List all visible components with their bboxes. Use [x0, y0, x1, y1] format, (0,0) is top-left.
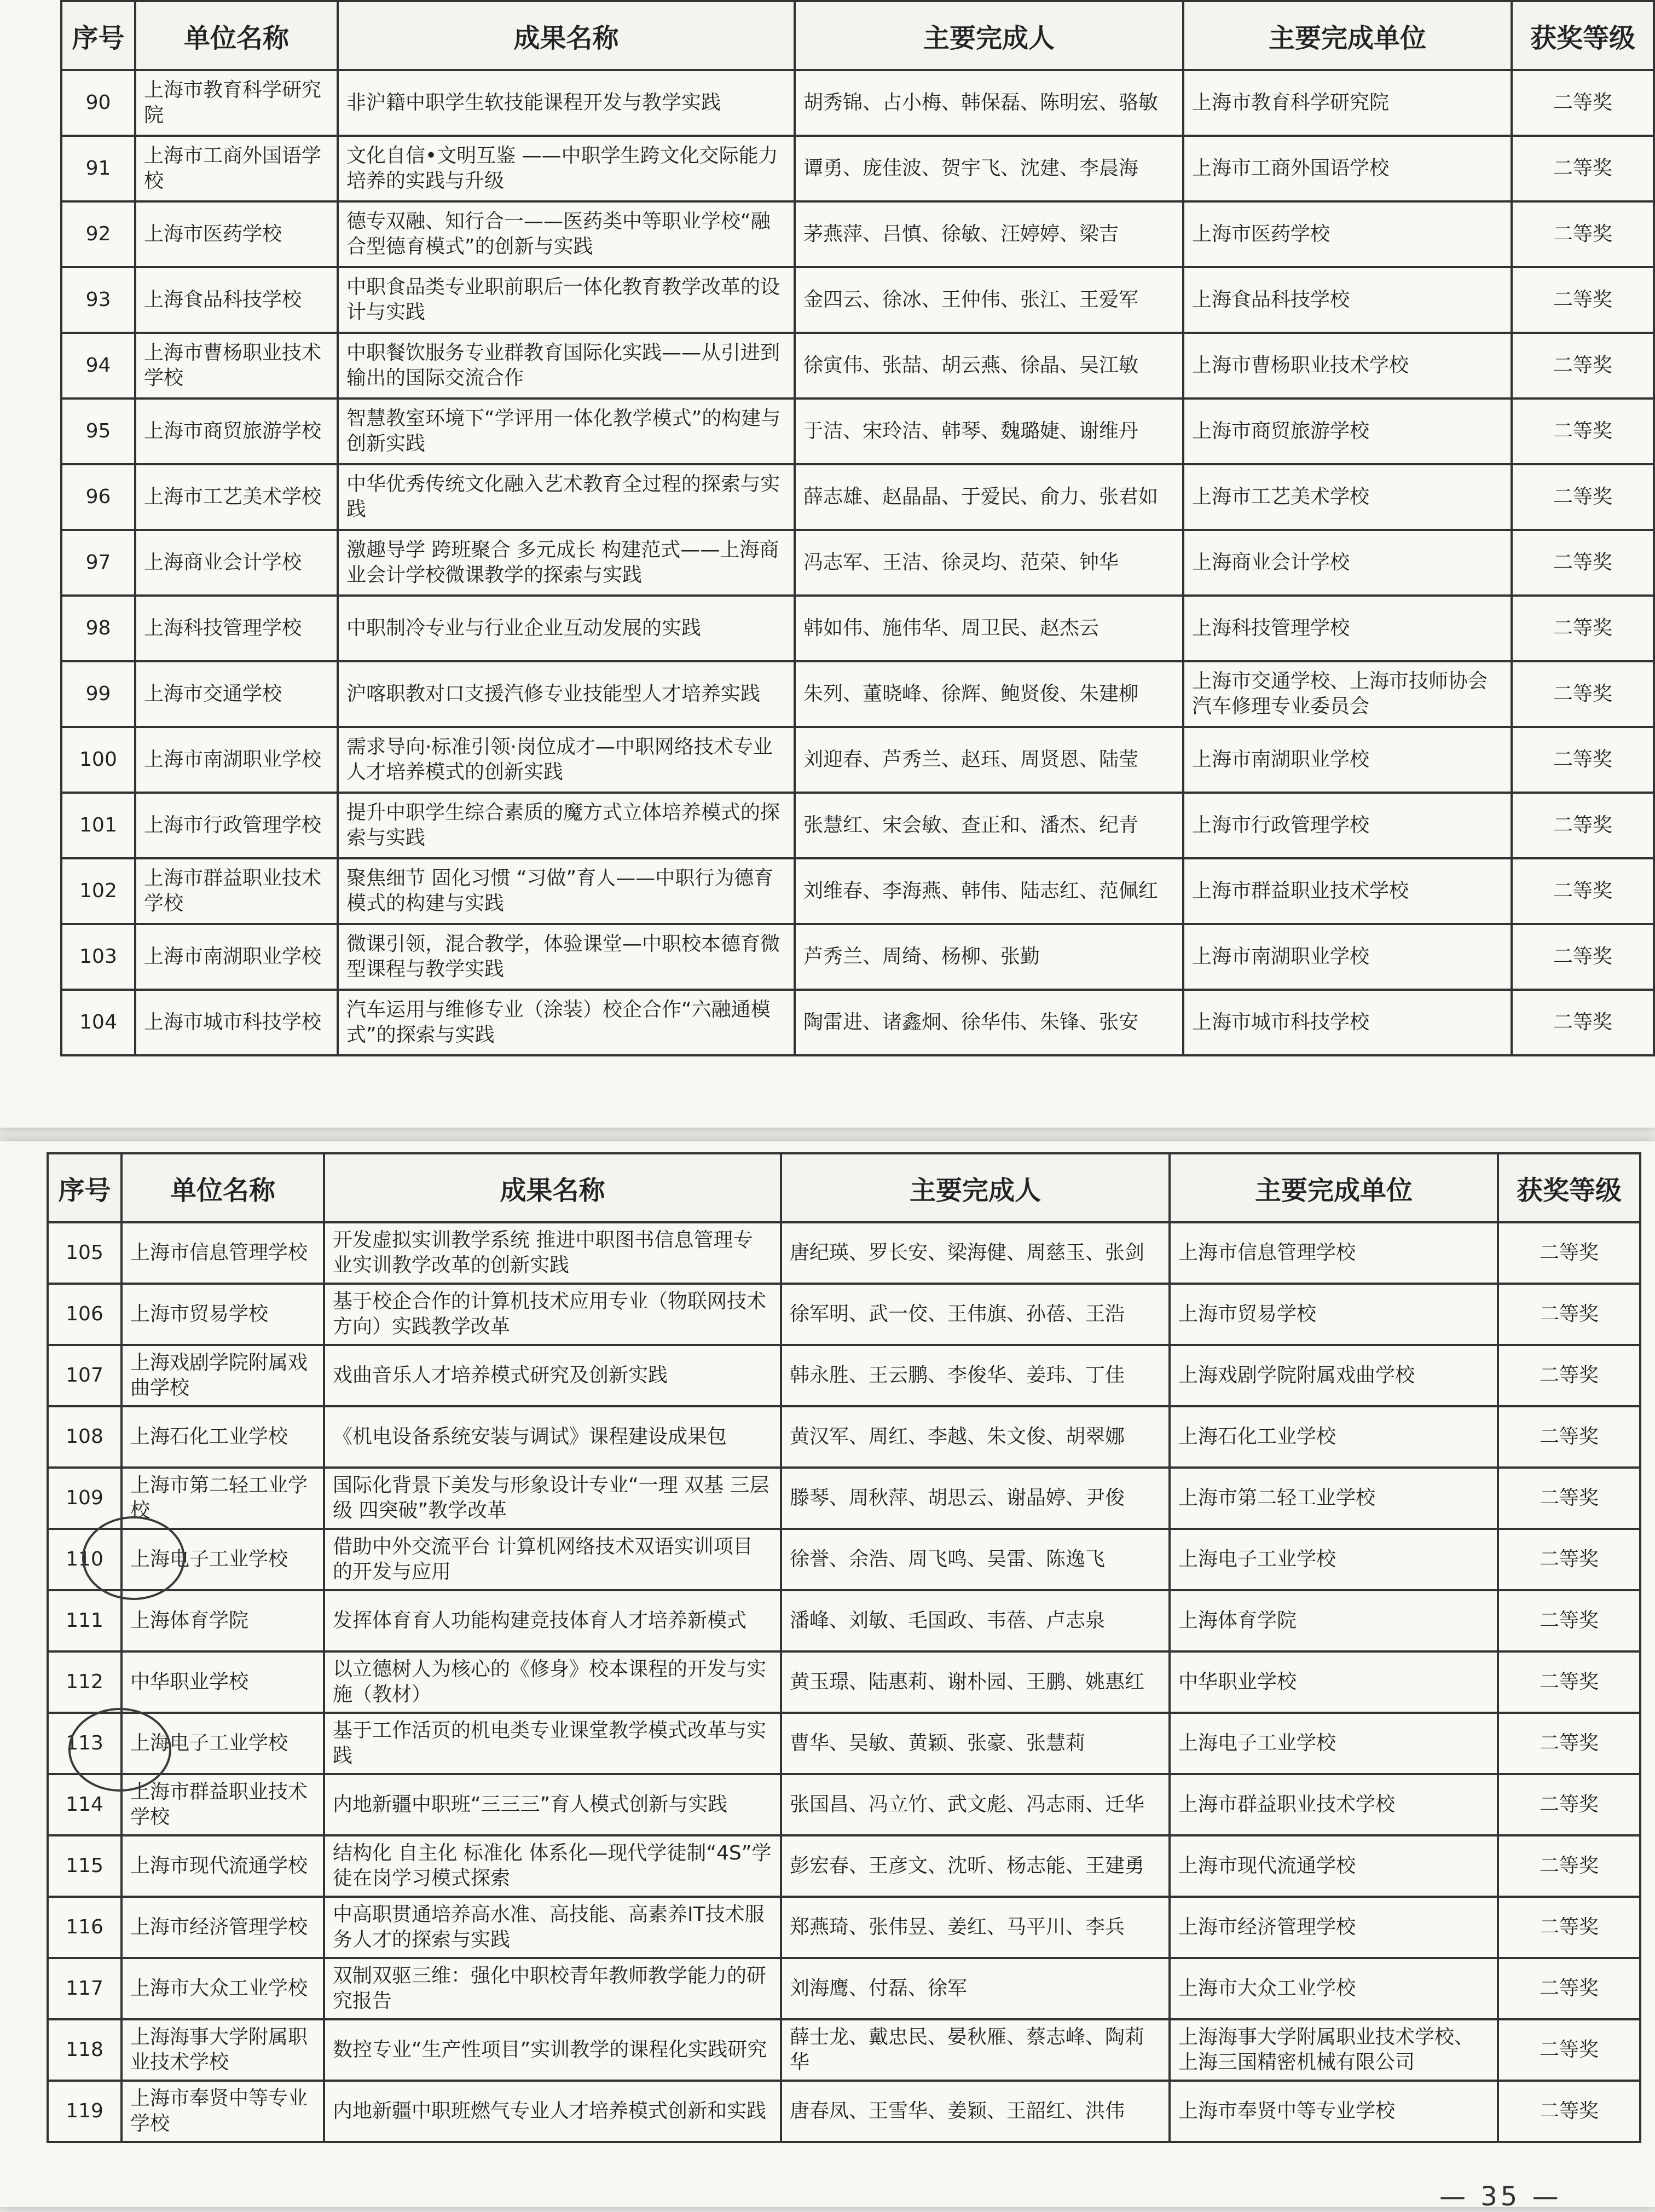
- cell-people: 张国昌、冯立竹、武文彪、冯志雨、迁华: [781, 1774, 1170, 1835]
- cell-unit: 上海市南湖职业学校: [135, 727, 338, 793]
- table-row: [48, 1284, 1640, 1345]
- header-people: 主要完成人: [795, 1, 1183, 70]
- cell-title: 中职制冷专业与行业企业互动发展的实践: [338, 596, 795, 661]
- cell-people: 于洁、宋玲洁、韩琴、魏璐婕、谢维丹: [795, 398, 1183, 464]
- cell-org: 上海市工艺美术学校: [1183, 464, 1512, 530]
- cell-no: 105: [48, 1222, 121, 1284]
- cell-unit: 上海市现代流通学校: [121, 1835, 324, 1897]
- cell-title: 发挥体育育人功能构建竞技体育人才培养新模式: [324, 1590, 781, 1651]
- table-row: [61, 398, 1654, 464]
- cell-grade: 二等奖: [1512, 398, 1654, 464]
- table-row: [61, 596, 1654, 661]
- cell-title: 需求导向·标准引领·岗位成才—中职网络技术专业人才培养模式的创新实践: [338, 727, 795, 793]
- cell-people: 金四云、徐冰、王仲伟、张江、王爱军: [795, 267, 1183, 333]
- cell-title: 中职食品类专业职前职后一体化教育教学改革的设计与实践: [338, 267, 795, 333]
- cell-grade: 二等奖: [1512, 530, 1654, 596]
- cell-grade: 二等奖: [1512, 70, 1654, 136]
- cell-no: 100: [61, 727, 135, 793]
- table-row: [48, 1222, 1640, 1284]
- cell-people: 韩永胜、王云鹏、李俊华、姜玮、丁佳: [781, 1345, 1170, 1406]
- cell-grade: 二等奖: [1512, 333, 1654, 398]
- cell-unit: 上海商业会计学校: [135, 530, 338, 596]
- cell-unit: 上海海事大学附属职业技术学校: [121, 2019, 324, 2081]
- cell-title: 中华优秀传统文化融入艺术教育全过程的探索与实践: [338, 464, 795, 530]
- cell-grade: 二等奖: [1498, 1897, 1640, 1958]
- cell-no: 101: [61, 793, 135, 858]
- cell-people: 陶雷进、诸鑫炯、徐华伟、朱锋、张安: [795, 990, 1183, 1055]
- cell-no: 119: [48, 2081, 121, 2142]
- cell-org: 上海市工商外国语学校: [1183, 136, 1512, 201]
- table-header-row: [48, 1153, 1640, 1222]
- cell-no: 90: [61, 70, 135, 136]
- table-row: [48, 1897, 1640, 1958]
- cell-people: 刘维春、李海燕、韩伟、陆志红、范佩红: [795, 858, 1183, 924]
- cell-grade: 二等奖: [1498, 1958, 1640, 2019]
- header-unit: 单位名称: [121, 1153, 324, 1222]
- cell-title: 国际化背景下美发与形象设计专业“一理 双基 三层级 四突破”教学改革: [324, 1468, 781, 1529]
- cell-title: 非沪籍中职学生软技能课程开发与教学实践: [338, 70, 795, 136]
- table-row: [61, 661, 1654, 727]
- cell-title: 内地新疆中职班“三三三”育人模式创新与实践: [324, 1774, 781, 1835]
- cell-no: 95: [61, 398, 135, 464]
- cell-unit: 上海电子工业学校: [121, 1529, 324, 1590]
- cell-grade: 二等奖: [1512, 201, 1654, 267]
- table-row: [61, 464, 1654, 530]
- cell-org: 上海市大众工业学校: [1170, 1958, 1498, 2019]
- table-row: [48, 1468, 1640, 1529]
- header-org: 主要完成单位: [1170, 1153, 1498, 1222]
- cell-unit: 上海科技管理学校: [135, 596, 338, 661]
- cell-title: 中职餐饮服务专业群教育国际化实践——从引进到输出的国际交流合作: [338, 333, 795, 398]
- cell-people: 徐军明、武一佼、王伟旗、孙蓓、王浩: [781, 1284, 1170, 1345]
- cell-title: 数控专业“生产性项目”实训教学的课程化实践研究: [324, 2019, 781, 2081]
- cell-no: 118: [48, 2019, 121, 2081]
- cell-unit: 中华职业学校: [121, 1651, 324, 1713]
- cell-no: 110: [48, 1529, 121, 1590]
- table-row: [48, 1406, 1640, 1468]
- cell-unit: 上海市交通学校: [135, 661, 338, 727]
- cell-no: 107: [48, 1345, 121, 1406]
- cell-title: 文化自信•文明互鉴 ——中职学生跨文化交际能力培养的实践与升级: [338, 136, 795, 201]
- cell-title: 以立德树人为核心的《修身》校本课程的开发与实施（教材）: [324, 1651, 781, 1713]
- cell-org: 上海市教育科学研究院: [1183, 70, 1512, 136]
- cell-people: 唐春凤、王雪华、姜颖、王韶红、洪伟: [781, 2081, 1170, 2142]
- cell-people: 徐寅伟、张喆、胡云燕、徐晶、吴江敏: [795, 333, 1183, 398]
- table-row: [48, 1774, 1640, 1835]
- header-grade: 获奖等级: [1498, 1153, 1640, 1222]
- cell-people: 茅燕萍、吕慎、徐敏、汪婷婷、梁吉: [795, 201, 1183, 267]
- cell-grade: 二等奖: [1498, 1468, 1640, 1529]
- awards-table-bottom: [47, 1152, 1641, 2143]
- cell-org: 上海市贸易学校: [1170, 1284, 1498, 1345]
- cell-unit: 上海市群益职业技术学校: [121, 1774, 324, 1835]
- cell-grade: 二等奖: [1498, 2081, 1640, 2142]
- cell-grade: 二等奖: [1498, 2019, 1640, 2081]
- cell-org: 上海体育学院: [1170, 1590, 1498, 1651]
- table-row: [48, 1529, 1640, 1590]
- cell-grade: 二等奖: [1512, 858, 1654, 924]
- cell-org: 上海市曹杨职业技术学校: [1183, 333, 1512, 398]
- cell-org: 上海市信息管理学校: [1170, 1222, 1498, 1284]
- cell-grade: 二等奖: [1498, 1222, 1640, 1284]
- awards-rows-top: [61, 70, 1654, 1055]
- cell-unit: 上海市工商外国语学校: [135, 136, 338, 201]
- table-row: [48, 2081, 1640, 2142]
- table-row: [48, 1345, 1640, 1406]
- cell-unit: 上海市城市科技学校: [135, 990, 338, 1055]
- cell-no: 106: [48, 1284, 121, 1345]
- cell-org: 上海市奉贤中等专业学校: [1170, 2081, 1498, 2142]
- cell-no: 109: [48, 1468, 121, 1529]
- cell-people: 胡秀锦、占小梅、韩保磊、陈明宏、骆敏: [795, 70, 1183, 136]
- cell-org: 上海市交通学校、上海市技师协会汽车修理专业委员会: [1183, 661, 1512, 727]
- cell-people: 黄汉军、周红、李越、朱文俊、胡翠娜: [781, 1406, 1170, 1468]
- cell-no: 102: [61, 858, 135, 924]
- cell-no: 104: [61, 990, 135, 1055]
- cell-unit: 上海食品科技学校: [135, 267, 338, 333]
- cell-title: 双制双驱三维：强化中职校青年教师教学能力的研究报告: [324, 1958, 781, 2019]
- cell-title: 中高职贯通培养高水准、高技能、高素养IT技术服务人才的探索与实践: [324, 1897, 781, 1958]
- cell-grade: 二等奖: [1512, 661, 1654, 727]
- cell-grade: 二等奖: [1512, 793, 1654, 858]
- cell-grade: 二等奖: [1512, 727, 1654, 793]
- cell-org: 中华职业学校: [1170, 1651, 1498, 1713]
- cell-unit: 上海戏剧学院附属戏曲学校: [121, 1345, 324, 1406]
- cell-unit: 上海市经济管理学校: [121, 1897, 324, 1958]
- cell-unit: 上海市南湖职业学校: [135, 924, 338, 990]
- header-no: 序号: [61, 1, 135, 70]
- cell-title: 基于工作活页的机电类专业课堂教学模式改革与实践: [324, 1713, 781, 1774]
- cell-people: 朱列、董晓峰、徐辉、鲍贤俊、朱建柳: [795, 661, 1183, 727]
- cell-unit: 上海石化工业学校: [121, 1406, 324, 1468]
- cell-org: 上海市经济管理学校: [1170, 1897, 1498, 1958]
- cell-org: 上海市第二轻工业学校: [1170, 1468, 1498, 1529]
- table-row: [48, 1835, 1640, 1897]
- cell-unit: 上海市行政管理学校: [135, 793, 338, 858]
- cell-no: 96: [61, 464, 135, 530]
- header-grade: 获奖等级: [1512, 1, 1654, 70]
- cell-title: 戏曲音乐人才培养模式研究及创新实践: [324, 1345, 781, 1406]
- cell-people: 刘迎春、芦秀兰、赵珏、周贤恩、陆莹: [795, 727, 1183, 793]
- cell-no: 93: [61, 267, 135, 333]
- cell-unit: 上海体育学院: [121, 1590, 324, 1651]
- table-row: [48, 1590, 1640, 1651]
- table-header-row: [61, 1, 1654, 70]
- table-row: [48, 1651, 1640, 1713]
- cell-unit: 上海电子工业学校: [121, 1713, 324, 1774]
- cell-no: 91: [61, 136, 135, 201]
- cell-grade: 二等奖: [1498, 1590, 1640, 1651]
- cell-grade: 二等奖: [1512, 990, 1654, 1055]
- cell-no: 108: [48, 1406, 121, 1468]
- table-row: [61, 924, 1654, 990]
- cell-no: 114: [48, 1774, 121, 1835]
- table-row: [61, 530, 1654, 596]
- cell-grade: 二等奖: [1498, 1406, 1640, 1468]
- cell-org: 上海市南湖职业学校: [1183, 924, 1512, 990]
- cell-grade: 二等奖: [1498, 1284, 1640, 1345]
- cell-people: 滕琴、周秋萍、胡思云、谢晶婷、尹俊: [781, 1468, 1170, 1529]
- cell-org: 上海戏剧学院附属戏曲学校: [1170, 1345, 1498, 1406]
- cell-grade: 二等奖: [1498, 1345, 1640, 1406]
- table-row: [61, 333, 1654, 398]
- cell-org: 上海市现代流通学校: [1170, 1835, 1498, 1897]
- cell-no: 111: [48, 1590, 121, 1651]
- cell-title: 基于校企合作的计算机技术应用专业（物联网技术方向）实践教学改革: [324, 1284, 781, 1345]
- cell-org: 上海石化工业学校: [1170, 1406, 1498, 1468]
- cell-org: 上海市群益职业技术学校: [1170, 1774, 1498, 1835]
- cell-grade: 二等奖: [1498, 1835, 1640, 1897]
- table-row: [61, 858, 1654, 924]
- awards-rows-bottom: [48, 1222, 1640, 2142]
- cell-no: 112: [48, 1651, 121, 1713]
- cell-grade: 二等奖: [1498, 1713, 1640, 1774]
- cell-unit: 上海市教育科学研究院: [135, 70, 338, 136]
- cell-unit: 上海市群益职业技术学校: [135, 858, 338, 924]
- cell-org: 上海市商贸旅游学校: [1183, 398, 1512, 464]
- cell-people: 刘海鹰、付磊、徐军: [781, 1958, 1170, 2019]
- cell-org: 上海海事大学附属职业技术学校、上海三国精密机械有限公司: [1170, 2019, 1498, 2081]
- cell-people: 郑燕琦、张伟昱、姜红、马平川、李兵: [781, 1897, 1170, 1958]
- cell-unit: 上海市大众工业学校: [121, 1958, 324, 2019]
- table-row: [48, 1713, 1640, 1774]
- cell-people: 谭勇、庞佳波、贺宇飞、沈建、李晨海: [795, 136, 1183, 201]
- cell-grade: 二等奖: [1498, 1774, 1640, 1835]
- table-row: [61, 201, 1654, 267]
- cell-title: 《机电设备系统安装与调试》课程建设成果包: [324, 1406, 781, 1468]
- cell-grade: 二等奖: [1512, 924, 1654, 990]
- cell-org: 上海市南湖职业学校: [1183, 727, 1512, 793]
- cell-people: 徐誉、余浩、周飞鸣、吴雷、陈逸飞: [781, 1529, 1170, 1590]
- cell-no: 92: [61, 201, 135, 267]
- header-no: 序号: [48, 1153, 121, 1222]
- awards-table-top: [60, 0, 1655, 1056]
- cell-title: 激趣导学 跨班聚合 多元成长 构建范式——上海商业会计学校微课教学的探索与实践: [338, 530, 795, 596]
- header-people: 主要完成人: [781, 1153, 1170, 1222]
- cell-no: 103: [61, 924, 135, 990]
- cell-org: 上海市医药学校: [1183, 201, 1512, 267]
- cell-org: 上海电子工业学校: [1170, 1529, 1498, 1590]
- cell-grade: 二等奖: [1498, 1651, 1640, 1713]
- cell-grade: 二等奖: [1512, 464, 1654, 530]
- cell-title: 结构化 自主化 标准化 体系化—现代学徒制“4S”学徒在岗学习模式探索: [324, 1835, 781, 1897]
- cell-title: 内地新疆中职班燃气专业人才培养模式创新和实践: [324, 2081, 781, 2142]
- cell-title: 聚焦细节 固化习惯 “习做”育人——中职行为德育模式的构建与实践: [338, 858, 795, 924]
- cell-grade: 二等奖: [1512, 596, 1654, 661]
- cell-people: 芦秀兰、周绮、杨柳、张勤: [795, 924, 1183, 990]
- cell-org: 上海市行政管理学校: [1183, 793, 1512, 858]
- cell-people: 黄玉璟、陆惠莉、谢朴园、王鹏、姚惠红: [781, 1651, 1170, 1713]
- header-org: 主要完成单位: [1183, 1, 1512, 70]
- cell-unit: 上海市商贸旅游学校: [135, 398, 338, 464]
- cell-people: 张慧红、宋会敏、查正和、潘杰、纪青: [795, 793, 1183, 858]
- cell-grade: 二等奖: [1512, 136, 1654, 201]
- cell-people: 冯志军、王洁、徐灵均、范荣、钟华: [795, 530, 1183, 596]
- cell-org: 上海食品科技学校: [1183, 267, 1512, 333]
- cell-no: 116: [48, 1897, 121, 1958]
- table-row: [48, 2019, 1640, 2081]
- table-row: [61, 70, 1654, 136]
- cell-title: 借助中外交流平台 计算机网络技术双语实训项目的开发与应用: [324, 1529, 781, 1590]
- cell-title: 汽车运用与维修专业（涂装）校企合作“六融通模式”的探索与实践: [338, 990, 795, 1055]
- cell-no: 115: [48, 1835, 121, 1897]
- cell-unit: 上海市工艺美术学校: [135, 464, 338, 530]
- header-title: 成果名称: [324, 1153, 781, 1222]
- cell-grade: 二等奖: [1498, 1529, 1640, 1590]
- cell-title: 开发虚拟实训教学系统 推进中职图书信息管理专业实训教学改革的创新实践: [324, 1222, 781, 1284]
- cell-people: 薛志雄、赵晶晶、于爱民、俞力、张君如: [795, 464, 1183, 530]
- header-title: 成果名称: [338, 1, 795, 70]
- table-row: [61, 267, 1654, 333]
- cell-no: 113: [48, 1713, 121, 1774]
- cell-no: 97: [61, 530, 135, 596]
- cell-org: 上海市城市科技学校: [1183, 990, 1512, 1055]
- cell-no: 94: [61, 333, 135, 398]
- header-unit: 单位名称: [135, 1, 338, 70]
- cell-unit: 上海市医药学校: [135, 201, 338, 267]
- cell-people: 薛士龙、戴忠民、晏秋雁、蔡志峰、陶莉华: [781, 2019, 1170, 2081]
- cell-title: 沪喀职教对口支援汽修专业技能型人才培养实践: [338, 661, 795, 727]
- cell-unit: 上海市第二轻工业学校: [121, 1468, 324, 1529]
- cell-people: 潘峰、刘敏、毛国政、韦蓓、卢志泉: [781, 1590, 1170, 1651]
- cell-no: 99: [61, 661, 135, 727]
- cell-people: 唐纪瑛、罗长安、梁海健、周慈玉、张剑: [781, 1222, 1170, 1284]
- cell-org: 上海电子工业学校: [1170, 1713, 1498, 1774]
- cell-people: 曹华、吴敏、黄颖、张豪、张慧莉: [781, 1713, 1170, 1774]
- table-row: [61, 990, 1654, 1055]
- cell-no: 117: [48, 1958, 121, 2019]
- cell-title: 微课引领，混合教学，体验课堂—中职校本德育微型课程与教学实践: [338, 924, 795, 990]
- cell-org: 上海科技管理学校: [1183, 596, 1512, 661]
- cell-grade: 二等奖: [1512, 267, 1654, 333]
- cell-org: 上海市群益职业技术学校: [1183, 858, 1512, 924]
- cell-unit: 上海市曹杨职业技术学校: [135, 333, 338, 398]
- cell-people: 韩如伟、施伟华、周卫民、赵杰云: [795, 596, 1183, 661]
- cell-title: 智慧教室环境下“学评用一体化教学模式”的构建与创新实践: [338, 398, 795, 464]
- cell-unit: 上海市贸易学校: [121, 1284, 324, 1345]
- page-number: — 35 —: [1439, 2181, 1562, 2212]
- table-row: [61, 727, 1654, 793]
- cell-unit: 上海市信息管理学校: [121, 1222, 324, 1284]
- table-row: [61, 793, 1654, 858]
- table-row: [48, 1958, 1640, 2019]
- cell-org: 上海商业会计学校: [1183, 530, 1512, 596]
- cell-title: 提升中职学生综合素质的魔方式立体培养模式的探索与实践: [338, 793, 795, 858]
- cell-unit: 上海市奉贤中等专业学校: [121, 2081, 324, 2142]
- cell-title: 德专双融、知行合一——医药类中等职业学校“融合型德育模式”的创新与实践: [338, 201, 795, 267]
- cell-no: 98: [61, 596, 135, 661]
- table-row: [61, 136, 1654, 201]
- cell-people: 彭宏春、王彦文、沈昕、杨志能、王建勇: [781, 1835, 1170, 1897]
